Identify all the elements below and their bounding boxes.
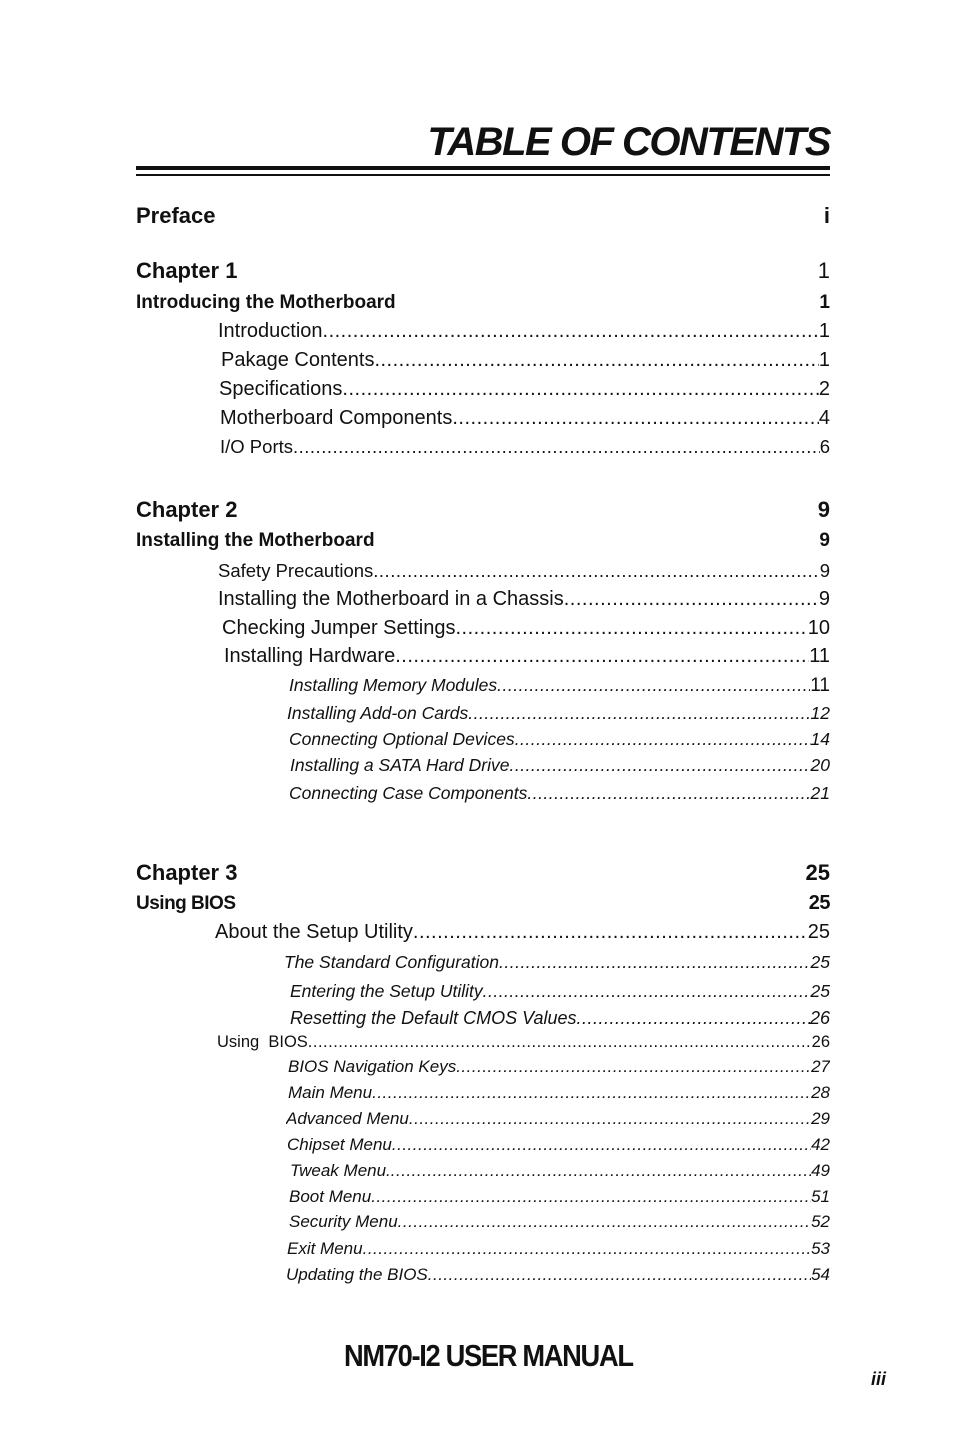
toc-entry-page: 1: [818, 349, 830, 371]
toc-entry-introducing-the-motherboard[interactable]: [136, 292, 830, 314]
toc-entry-page: 9: [817, 497, 830, 522]
toc-entry-page: 26: [809, 1008, 830, 1028]
toc-entry-label: Connecting Optional Devices: [289, 729, 515, 749]
toc-entry-page: 14: [810, 729, 830, 749]
toc-entry-label: Installing the Motherboard in a Chassis: [218, 588, 564, 610]
toc-entry-page: 9: [819, 530, 830, 551]
toc-entry-resetting-cmos[interactable]: [290, 1008, 830, 1029]
toc-entry-label: Chapter 2: [136, 497, 238, 522]
toc-entry-label: Installing Memory Modules: [289, 675, 498, 695]
toc-entry-safety-precautions[interactable]: [218, 560, 830, 582]
toc-entry-label: Safety Precautions: [218, 560, 374, 581]
toc-entry-about-setup-utility[interactable]: [215, 921, 830, 944]
toc-entry-page: i: [823, 203, 830, 228]
toc-entry-using-bios[interactable]: [217, 1033, 830, 1052]
toc-entry-installing-sata-drive[interactable]: [290, 755, 830, 776]
toc-entry-installing-memory-modules[interactable]: [289, 675, 830, 697]
toc-entry-label: Chipset Menu: [287, 1135, 392, 1154]
toc-entry-label: Main Menu: [288, 1083, 373, 1102]
toc-entry-chapter-2[interactable]: [136, 497, 830, 523]
toc-entry-label: Chapter 3: [136, 860, 238, 885]
toc-entry-connecting-optional-devices[interactable]: [289, 729, 830, 750]
toc-entry-page: 9: [818, 588, 830, 610]
toc-entry-label: Using BIOS: [217, 1033, 308, 1051]
toc-entry-page: 2: [818, 378, 830, 400]
toc-entry-label: Advanced Menu: [286, 1109, 409, 1128]
toc-entry-page: 29: [811, 1109, 830, 1128]
toc-entry-label: Introduction: [218, 320, 323, 342]
toc-entry-updating-bios[interactable]: [286, 1265, 830, 1285]
toc-entry-label: Checking Jumper Settings: [222, 617, 456, 639]
toc-entry-introduction[interactable]: [218, 320, 830, 343]
toc-entry-page: 26: [811, 1033, 830, 1051]
toc-entry-page: 6: [819, 436, 830, 457]
toc-entry-label: Pakage Contents: [221, 349, 375, 371]
toc-entry-label: Installing Add-on Cards: [287, 703, 469, 723]
toc-entry-package-contents[interactable]: [221, 349, 830, 372]
page-number: iii: [871, 1369, 887, 1389]
toc-entry-label: Introducing the Motherboard: [136, 292, 396, 313]
title-rule-thick: [136, 166, 830, 170]
toc-entry-label: Entering the Setup Utility: [290, 981, 483, 1001]
toc-entry-label: Preface: [136, 203, 216, 228]
toc-entry-page: 25: [810, 952, 830, 972]
toc-entry-security-menu[interactable]: [289, 1212, 830, 1232]
title-rule-thin: [136, 174, 830, 176]
toc-entry-label: I/O Ports: [220, 436, 293, 457]
toc-entry-page: 10: [807, 617, 830, 639]
toc-entry-label: Motherboard Components: [220, 407, 453, 429]
toc-entry-installing-in-chassis[interactable]: [218, 588, 830, 611]
toc-entry-installing-hardware[interactable]: [224, 645, 830, 668]
toc-entry-page: 25: [810, 981, 830, 1001]
toc-entry-tweak-menu[interactable]: [290, 1161, 830, 1181]
toc-entry-connecting-case-components[interactable]: [289, 783, 830, 804]
toc-entry-boot-menu[interactable]: [289, 1187, 830, 1207]
toc-entry-page: 25: [807, 921, 830, 943]
toc-entry-page: 1: [818, 320, 830, 342]
toc-entry-io-ports[interactable]: [220, 436, 830, 458]
toc-entry-installing-the-motherboard[interactable]: [136, 530, 830, 552]
toc-entry-label: Tweak Menu.: [290, 1161, 391, 1180]
toc-entry-page: 25: [805, 860, 830, 885]
toc-entry-advanced-menu[interactable]: [286, 1109, 830, 1129]
toc-entry-entering-setup-utility[interactable]: [290, 981, 830, 1002]
toc-entry-page: 49: [811, 1161, 830, 1180]
toc-entry-chapter-3[interactable]: [136, 860, 830, 886]
toc-entry-label: Using BIOS: [136, 893, 236, 914]
toc-entry-page: 54: [811, 1265, 830, 1284]
toc-entry-page: 1: [819, 292, 830, 313]
toc-entry-label: Boot Menu: [289, 1187, 372, 1206]
toc-entry-page: 53: [811, 1239, 830, 1258]
toc-entry-page: 27: [811, 1057, 830, 1076]
toc-entry-label: Security Menu: [289, 1212, 398, 1231]
toc-entry-label: Installing Hardware: [224, 645, 396, 667]
toc-entry-page: 9: [819, 560, 830, 581]
toc-entry-label: BIOS Navigation Keys: [288, 1057, 457, 1076]
toc-entry-standard-configuration[interactable]: [284, 952, 830, 973]
toc-entry-label: Specifications: [219, 378, 343, 400]
toc-entry-specifications[interactable]: [219, 378, 830, 401]
toc-entry-chipset-menu[interactable]: [287, 1135, 830, 1155]
toc-entry-label: Exit Menu: [287, 1239, 363, 1258]
toc-entry-exit-menu[interactable]: [287, 1239, 830, 1259]
toc-entry-page: 21: [810, 783, 830, 803]
toc-entry-label: Connecting Case Components: [289, 783, 528, 803]
toc-entry-page: 51: [811, 1187, 830, 1206]
toc-entry-installing-addon-cards[interactable]: [287, 703, 830, 724]
toc-entry-page: 4: [818, 407, 830, 429]
toc-entry-checking-jumper-settings[interactable]: [222, 617, 830, 640]
toc-entry-label: Resetting the Default CMOS Values: [290, 1008, 577, 1028]
toc-entry-label: Updating the BIOS: [286, 1265, 428, 1284]
toc-entry-label: The Standard Configuration: [284, 952, 499, 972]
toc-entry-page: 12: [810, 703, 830, 723]
toc-entry-preface[interactable]: [136, 203, 830, 229]
toc-entry-using-bios-heading[interactable]: [136, 892, 830, 915]
toc-entry-bios-navigation-keys[interactable]: [288, 1057, 830, 1077]
toc-entry-label: Chapter 1: [136, 258, 238, 283]
toc-entry-page: 28: [811, 1083, 830, 1102]
toc-entry-page: 11: [810, 675, 830, 696]
toc-entry-label: About the Setup Utility: [215, 921, 413, 943]
toc-entry-page: 11: [809, 645, 830, 667]
toc-entry-page: 1: [817, 258, 830, 283]
toc-entry-page: 25: [808, 892, 830, 914]
toc-entry-page: 42: [811, 1135, 830, 1154]
toc-entry-page: 52: [811, 1212, 830, 1231]
toc-entry-chapter-1[interactable]: [136, 258, 830, 284]
toc-entry-main-menu[interactable]: [288, 1083, 830, 1103]
toc-entry-label: Installing the Motherboard: [136, 530, 375, 551]
toc-entry-label: Installing a SATA Hard Drive: [290, 755, 510, 775]
manual-title: NM70-I2 USER MANUAL: [344, 1338, 633, 1373]
toc-entry-motherboard-components[interactable]: [220, 407, 830, 430]
toc-entry-page: 20: [810, 755, 830, 775]
page-title: TABLE OF CONTENTS: [427, 120, 830, 164]
